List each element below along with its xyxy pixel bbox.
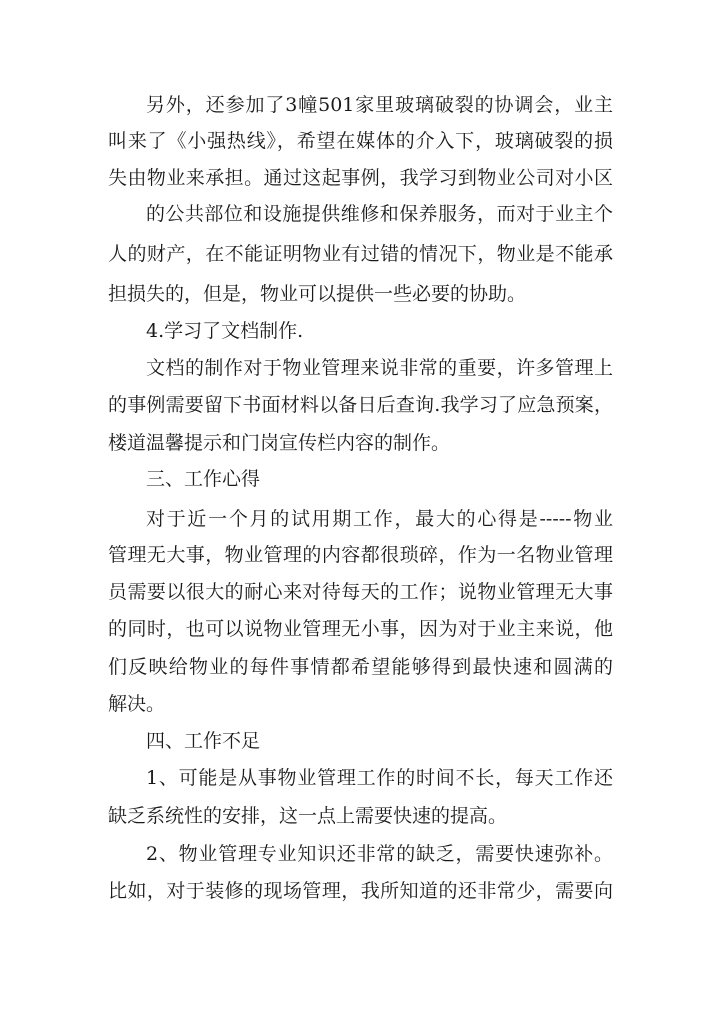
text-line: 们反映给物业的每件事情都希望能够得到最快速和圆满的 xyxy=(108,656,613,678)
text-line: 1、可能是从事物业管理工作的时间不长，每天工作还 xyxy=(146,767,613,789)
text-line: 另外，还参加了3幢501家里玻璃破裂的协调会，业主 xyxy=(146,94,613,116)
text-line: 的同时，也可以说物业管理无小事，因为对于业主来说，他 xyxy=(108,618,613,640)
text-line: 管理无大事，物业管理的内容都很琐碎，作为一名物业管理 xyxy=(108,544,613,566)
text-line: 文档的制作对于物业管理来说非常的重要，许多管理上 xyxy=(146,357,613,379)
text-line: 的事例需要留下书面材料以备日后查询.我学习了应急预案， xyxy=(108,394,613,416)
text-line: 对于近一个月的试用期工作，最大的心得是-----物业 xyxy=(146,508,613,530)
text-line: 比如，对于装修的现场管理，我所知道的还非常少，需要向 xyxy=(108,880,613,902)
text-line: 叫来了《小强热线》，希望在媒体的介入下，玻璃破裂的损 xyxy=(108,130,613,152)
text-line: 担损失的，但是，物业可以提供一些必要的协助。 xyxy=(108,283,527,305)
section-heading: 三、工作心得 xyxy=(146,468,261,490)
section-heading: 四、工作不足 xyxy=(146,730,261,752)
text-line: 缺乏系统性的安排，这一点上需要快速的提高。 xyxy=(108,805,508,827)
text-line: 2、物业管理专业知识还非常的缺乏，需要快速弥补。 xyxy=(146,843,613,865)
section-heading: 4.学习了文档制作. xyxy=(146,320,304,342)
text-line: 的公共部位和设施提供维修和保养服务，而对于业主个 xyxy=(146,203,613,225)
text-line: 失由物业来承担。通过这起事例，我学习到物业公司对小区 xyxy=(108,167,613,189)
text-line: 解决。 xyxy=(108,693,166,715)
text-line: 人的财产，在不能证明物业有过错的情况下，物业是不能承 xyxy=(108,243,613,265)
text-line: 员需要以很大的耐心来对待每天的工作；说物业管理无大事 xyxy=(108,581,613,603)
text-line: 楼道温馨提示和门岗宣传栏内容的制作。 xyxy=(108,432,451,454)
